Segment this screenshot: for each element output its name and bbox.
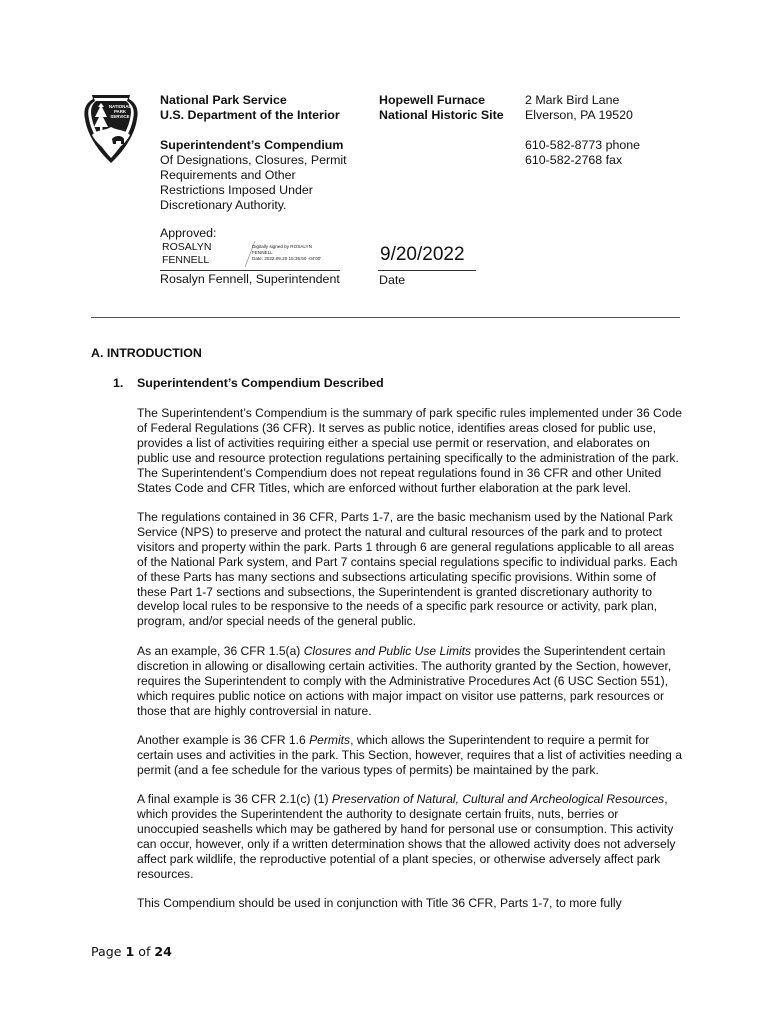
paragraph bbox=[137, 644, 682, 719]
approval-date: 9/20/2022 bbox=[380, 244, 465, 265]
svg-text:SERVICE: SERVICE bbox=[110, 114, 130, 119]
document-subtitle-line: Requirements and Other bbox=[160, 168, 296, 182]
paragraph-text: As an example, 36 CFR 1.5(a) bbox=[137, 643, 304, 658]
approved-label: Approved: bbox=[160, 226, 217, 240]
svg-text:NATIONAL: NATIONAL bbox=[108, 104, 132, 109]
document-title: Superintendent’s Compendium bbox=[160, 138, 344, 152]
subsection-number: 1. bbox=[113, 376, 124, 390]
header-site-block bbox=[379, 93, 519, 123]
site-name-line2: National Historic Site bbox=[379, 108, 504, 122]
header-contact-block bbox=[525, 93, 675, 168]
date-label: Date bbox=[379, 273, 406, 287]
page-word: Page bbox=[91, 944, 126, 959]
body-text bbox=[137, 406, 682, 926]
address-line1: 2 Mark Bird Lane bbox=[525, 93, 620, 107]
digital-signature-date: Date: 2022.09.20 15:35:50 -04'00' bbox=[252, 256, 322, 261]
digital-signature-line: FENNELL bbox=[252, 250, 273, 255]
date-line bbox=[378, 270, 476, 271]
subsection-heading: Superintendent’s Compendium Described bbox=[137, 376, 384, 390]
document-subtitle-line: Restrictions Imposed Under bbox=[160, 183, 313, 197]
paragraph: The regulations contained in 36 CFR, Parts 1-7, are the basic mechanism used by the National Park Service (NPS) to preserve and protect the natural and cultural resources of the park and to protect visitors and property within the park. Parts 1 through 6 are general regulations applicable to all areas of the National Park system, and Part 7 contains special regulations specific to individual parks. Each of these Parts has many sections and subsections articulating specific provisions. Within some of these Part 1-7 sections and subsections, the Superintendent is granted discretionary authority to develop local rules to be responsive to the needs of a specific park resource or activity, park plan, program, and/or special needs of the general public. bbox=[137, 510, 678, 629]
page-footer bbox=[91, 944, 172, 959]
header-divider bbox=[91, 317, 680, 318]
section-heading: A. INTRODUCTION bbox=[91, 346, 202, 360]
paragraph-text: , which provides the Superintendent the authority to designate certain fruits, nuts, berries or unoccupied seashells which may be gathered by hand for personal use or consumption. This activity can occur, however, only if a written determination shows that the allowed activity does not adversely affect park wildlife, the reproductive potential of a plant species, or otherwise adversely affect park resources. bbox=[137, 792, 676, 881]
regulation-title: Closures and Public Use Limits bbox=[303, 643, 472, 658]
nps-arrowhead-logo bbox=[82, 93, 140, 165]
paragraph bbox=[137, 792, 682, 881]
site-name-line1: Hopewell Furnace bbox=[379, 93, 486, 107]
phone-number: 610-582-8773 phone bbox=[525, 138, 641, 152]
paragraph: The Superintendent’s Compendium is the summary of park specific rules implemented under 36 Code of Federal Regulations (36 CFR). It serves as public notice, identifies areas closed for public use, provides a list of activities requiring either a special use permit or reservation, and elaborates on public use and resource protection regulations pertaining specifically to the administration of the park. The Superintendent’s Compendium does not repeat regulations found in 36 CFR and other United States Code and CFR Titles, which are enforced without further elaboration at the park level. bbox=[137, 406, 682, 495]
signature-name-line2: FENNELL bbox=[162, 254, 210, 266]
paragraph-text: provides the Superintendent certain discretion in allowing or disallowing certain activities. The authority granted by the Section, however, requires the Superintendent to comply with the Administrative Procedures Act (6 USC Section 551), which requires public notice on actions with major impact on visitor use patterns, park resources or those that are highly controversial in nature. bbox=[137, 643, 672, 718]
department-name: U.S. Department of the Interior bbox=[160, 108, 340, 122]
digital-signature-line: Digitally signed by ROSALYN bbox=[252, 244, 312, 249]
document-subtitle-line: Discretionary Authority. bbox=[160, 198, 287, 212]
address-line2: Elverson, PA 19520 bbox=[525, 108, 633, 122]
header-agency-block bbox=[160, 93, 370, 213]
fax-number: 610-582-2768 fax bbox=[525, 153, 623, 167]
agency-name: National Park Service bbox=[160, 93, 287, 107]
signature-name-line1: ROSALYN bbox=[162, 241, 212, 253]
signer-title: Rosalyn Fennell, Superintendent bbox=[160, 272, 340, 286]
regulation-title: Preservation of Natural, Cultural and Archeological Resources bbox=[331, 792, 665, 807]
signature-name bbox=[162, 241, 242, 267]
document-subtitle-line: Of Designations, Closures, Permit bbox=[160, 153, 347, 167]
svg-text:PARK: PARK bbox=[113, 109, 127, 114]
paragraph: This Compendium should be used in conjunction with Title 36 CFR, Parts 1-7, to more fully bbox=[137, 896, 622, 911]
paragraph bbox=[137, 733, 682, 778]
page-number: 1 bbox=[125, 944, 135, 959]
signature-line bbox=[160, 270, 340, 271]
paragraph-text: , which allows the Superintendent to require a permit for certain uses and activities in the park. This Section, however, requires that a list of activities needing a permit (and a fee schedule for the various types of permits) be maintained by the park. bbox=[137, 733, 682, 777]
paragraph-text: Another example is 36 CFR 1.6 bbox=[137, 733, 310, 747]
page-total: 24 bbox=[154, 944, 172, 959]
digital-signature-stamp bbox=[252, 244, 342, 262]
regulation-title: Permits bbox=[309, 733, 351, 747]
of-word: of bbox=[134, 944, 155, 959]
paragraph-text: A final example is 36 CFR 2.1(c) (1) bbox=[137, 792, 332, 807]
